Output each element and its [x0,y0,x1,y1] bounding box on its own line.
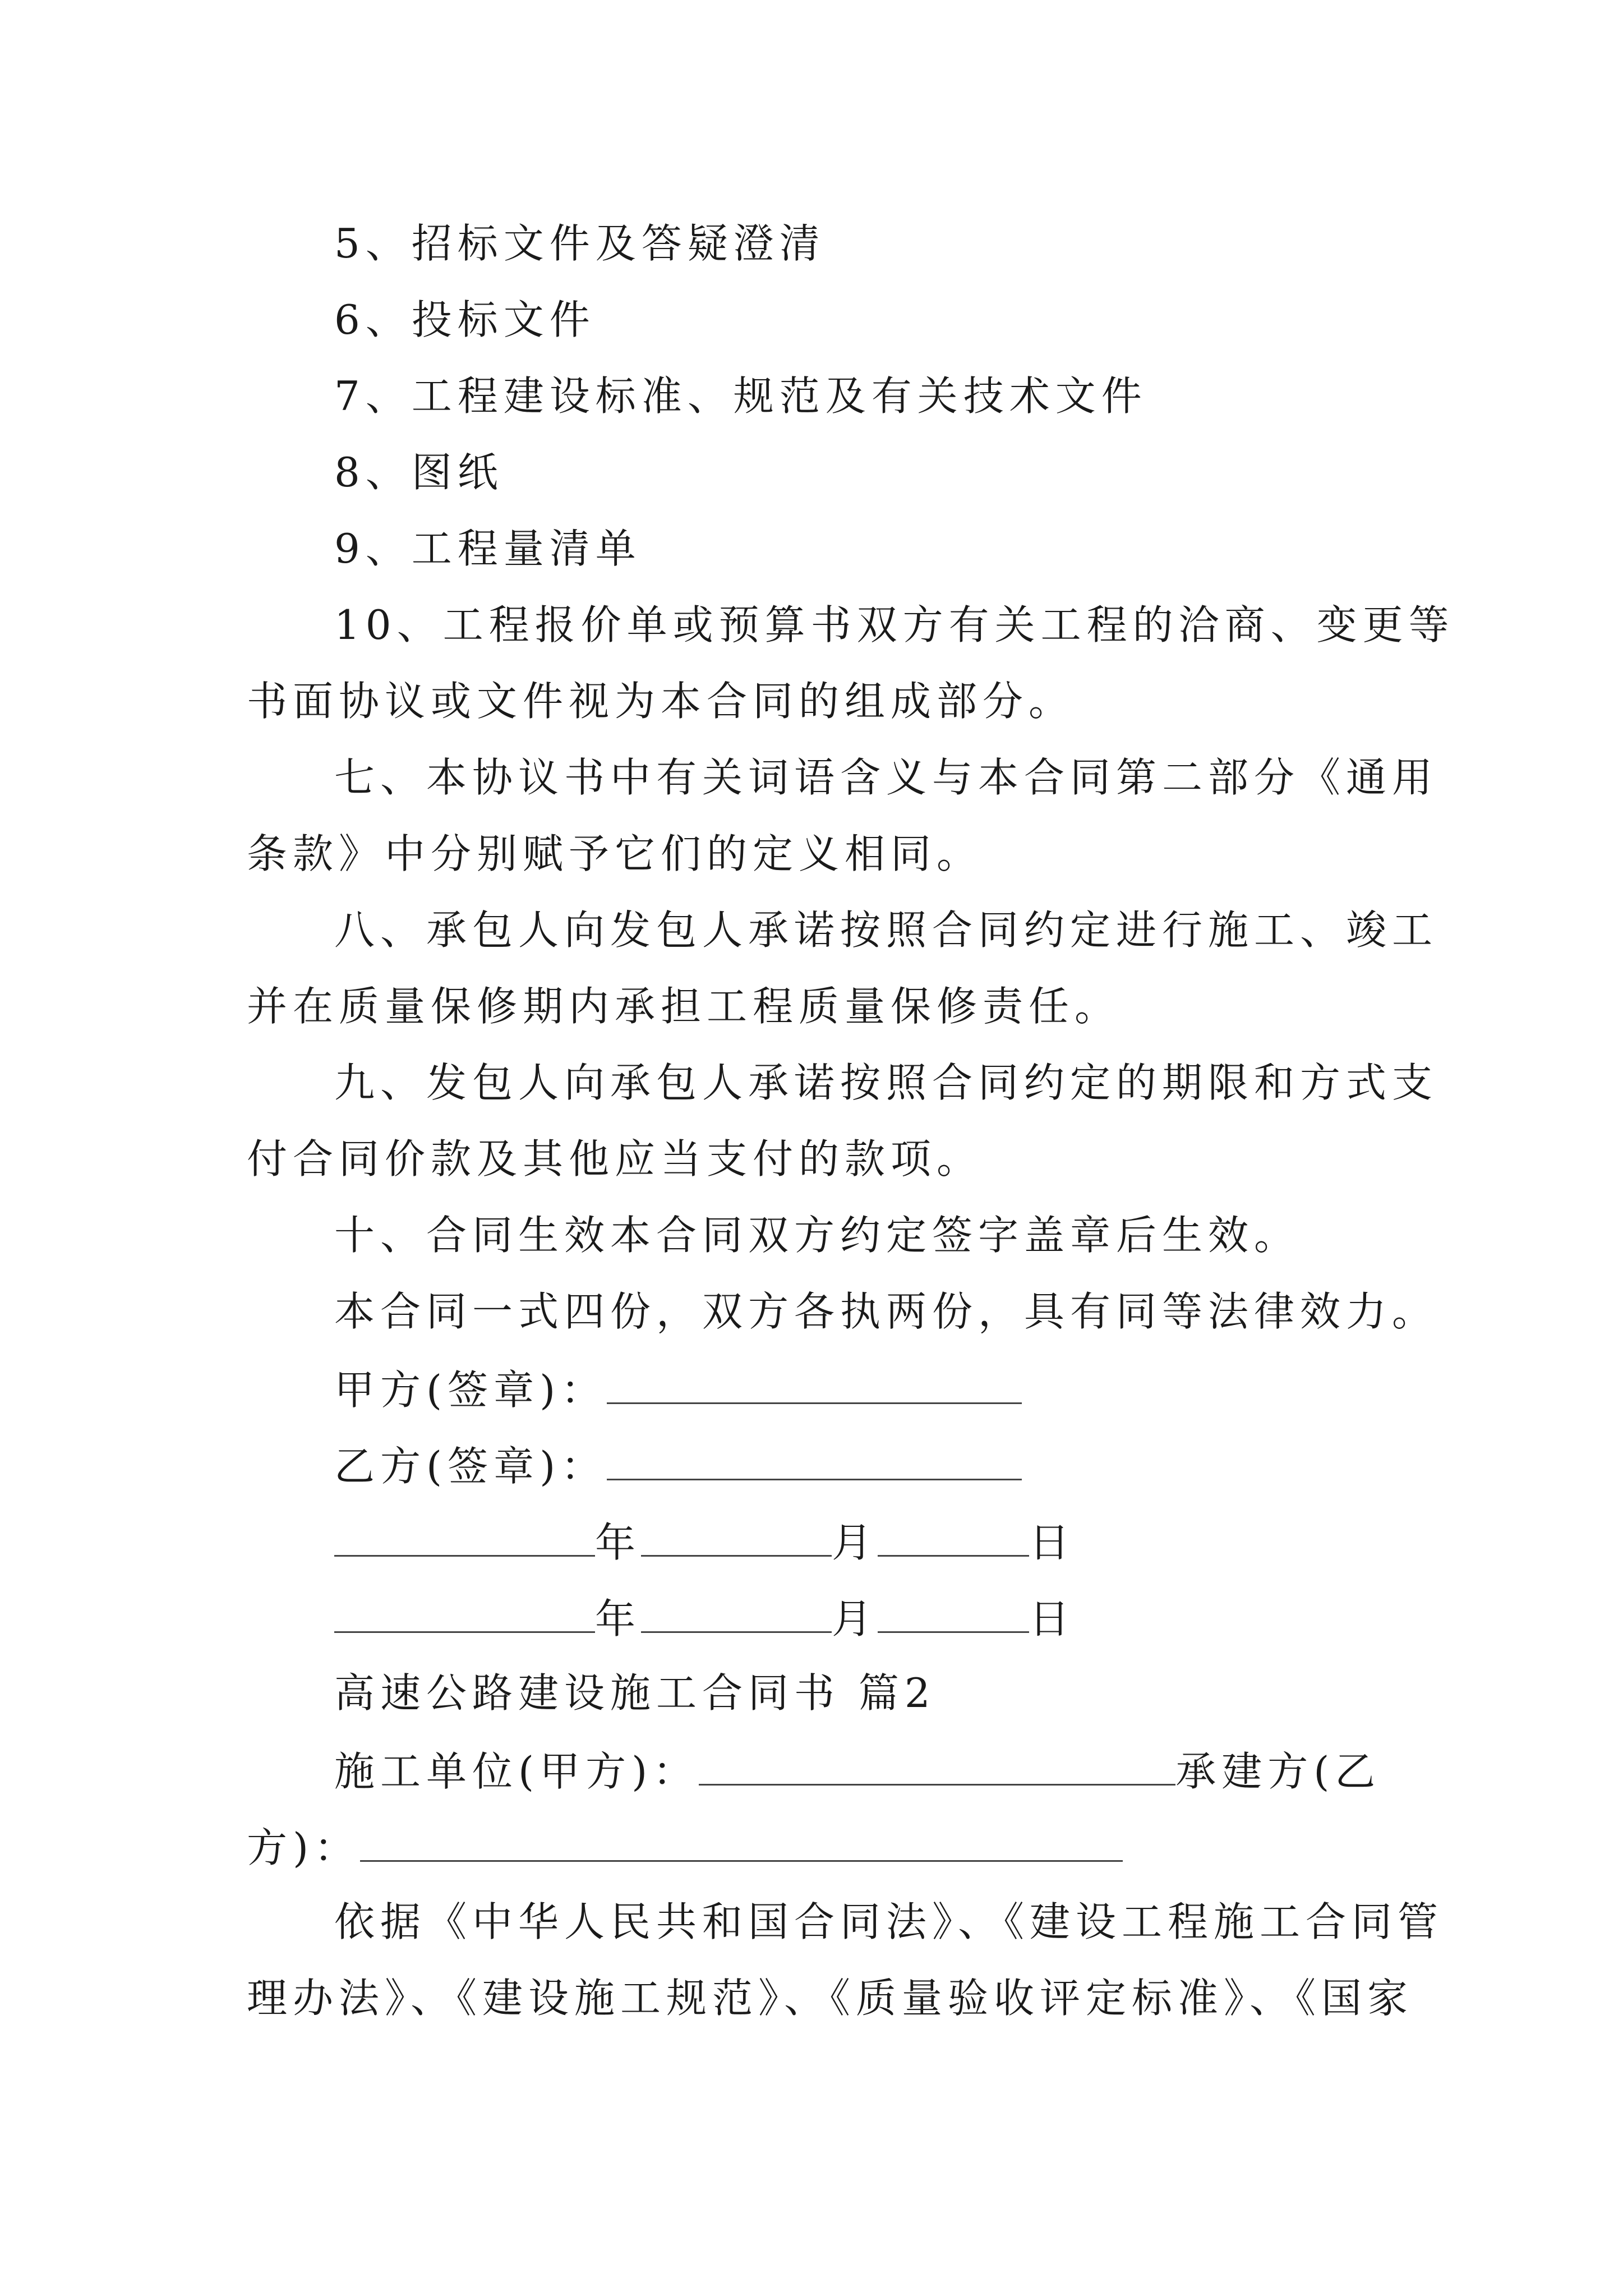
party-b-label-end: 方)： [247,1824,361,1871]
date-line-1 [334,1519,1076,1566]
party-b-blank [360,1825,1123,1862]
basis-line1: 依据《中华人民共和国合同法》、《建设工程施工合同管 [334,1898,1444,1945]
list-item-7: 7、工程建设标准、规范及有关技术文件 [334,372,1147,420]
clause-7-line1: 七、本协议书中有关词语含义与本合同第二部分《通用 [334,754,1438,801]
day-label: 日 [1029,1519,1076,1566]
signature-party-b [334,1443,1022,1490]
day-blank [878,1596,1029,1633]
party-a-line [334,1748,1381,1795]
list-item-8: 8、图纸 [334,449,504,496]
clause-8-line2: 并在质量保修期内承担工程质量保修责任。 [247,983,1121,1030]
party-a-blank [699,1749,1175,1786]
year-blank [334,1520,595,1557]
clause-9-line2: 付合同价款及其他应当支付的款项。 [247,1135,983,1182]
copies-statement: 本合同一式四份，双方各执两份，具有同等法律效力。 [334,1288,1438,1335]
party-a-label: 施工单位(甲方)： [334,1748,699,1795]
list-item-10-line1: 10、工程报价单或预算书双方有关工程的洽商、变更等 [334,601,1455,648]
list-item-10-line2: 书面协议或文件视为本合同的组成部分。 [247,678,1075,725]
year-label: 年 [595,1519,642,1566]
list-item-6: 6、投标文件 [334,296,596,343]
day-label: 日 [1029,1595,1076,1642]
month-blank [641,1520,832,1557]
month-blank [641,1596,832,1633]
signature-party-a-blank [607,1368,1022,1404]
year-blank [334,1596,595,1633]
month-label: 月 [832,1595,878,1642]
signature-party-a [334,1366,1022,1414]
day-blank [878,1520,1029,1557]
party-b-label-start: 承建方(乙 [1175,1748,1381,1795]
signature-party-b-label: 乙方(签章)： [334,1443,607,1490]
signature-party-b-blank [607,1444,1022,1480]
party-b-line [247,1824,1123,1871]
signature-party-a-label: 甲方(签章)： [334,1366,607,1414]
clause-9-line1: 九、发包人向承包人承诺按照合同约定的期限和方式支 [334,1059,1438,1106]
basis-line2: 理办法》、《建设施工规范》、《质量验收评定标准》、《国家 [247,1975,1414,2022]
clause-7-line2: 条款》中分别赋予它们的定义相同。 [247,830,983,877]
list-item-5: 5、招标文件及答疑澄清 [334,220,826,267]
list-item-9: 9、工程量清单 [334,525,642,572]
section-title: 高速公路建设施工合同书 篇2 [334,1669,936,1717]
clause-10: 十、合同生效本合同双方约定签字盖章后生效。 [334,1212,1301,1259]
month-label: 月 [832,1519,878,1566]
clause-8-line1: 八、承包人向发包人承诺按照合同约定进行施工、竣工 [334,907,1438,954]
year-label: 年 [595,1595,642,1642]
date-line-2 [334,1595,1076,1642]
